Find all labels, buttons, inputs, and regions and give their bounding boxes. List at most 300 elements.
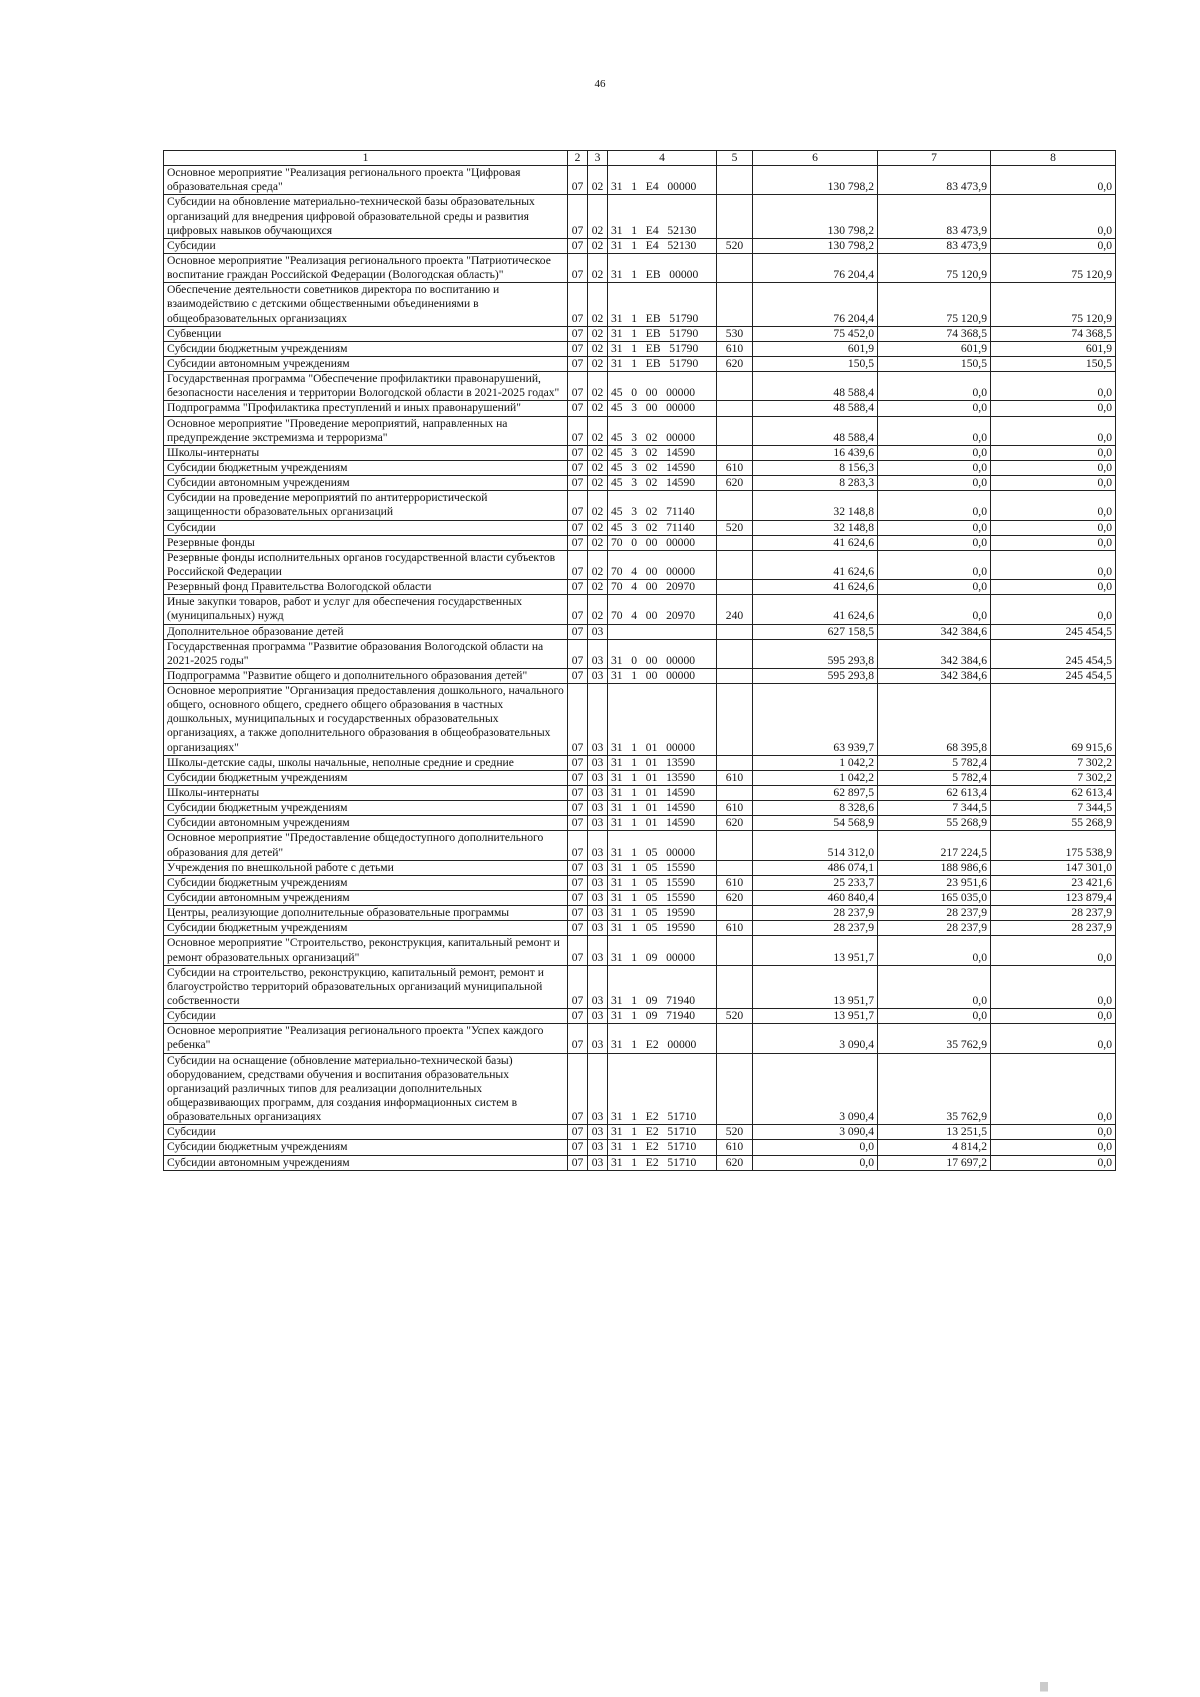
code-expense-type-cell [717, 580, 753, 595]
amount-col6-cell: 13 951,7 [753, 1009, 878, 1024]
code-target-article-cell: 31 1 05 15590 [608, 891, 717, 906]
budget-table [163, 150, 1116, 1171]
col-header-4: 4 [608, 151, 717, 166]
amount-col8-cell: 0,0 [991, 1125, 1116, 1140]
amount-col6-cell: 13 951,7 [753, 965, 878, 1008]
code-subsection-cell: 03 [588, 786, 608, 801]
row-name-cell: Резервный фонд Правительства Вологодской области [164, 580, 568, 595]
code-expense-type-cell [717, 195, 753, 238]
code-subsection-cell: 03 [588, 639, 608, 668]
code-expense-type-cell [717, 684, 753, 756]
code-target-article-cell: 31 1 05 19590 [608, 906, 717, 921]
table-row [164, 831, 1116, 860]
code-target-article-cell: 45 3 02 71140 [608, 491, 717, 520]
code-expense-type-cell [717, 755, 753, 770]
code-subsection-cell: 02 [588, 491, 608, 520]
code-expense-type-cell [717, 372, 753, 401]
row-name-cell: Субсидии [164, 1125, 568, 1140]
amount-col7-cell: 28 237,9 [878, 906, 991, 921]
code-subsection-cell: 02 [588, 166, 608, 195]
code-section-cell: 07 [568, 786, 588, 801]
code-subsection-cell: 02 [588, 401, 608, 416]
code-target-article-cell: 70 4 00 20970 [608, 595, 717, 624]
table-row [164, 326, 1116, 341]
amount-col7-cell: 342 384,6 [878, 624, 991, 639]
amount-col7-cell: 0,0 [878, 401, 991, 416]
code-target-article-cell: 45 3 00 00000 [608, 401, 717, 416]
col-header-3: 3 [588, 151, 608, 166]
row-name-cell: Субсидии бюджетным учреждениям [164, 341, 568, 356]
table-row [164, 416, 1116, 445]
code-section-cell: 07 [568, 535, 588, 550]
amount-col8-cell: 7 344,5 [991, 801, 1116, 816]
amount-col6-cell: 16 439,6 [753, 445, 878, 460]
amount-col8-cell: 147 301,0 [991, 860, 1116, 875]
code-expense-type-cell: 610 [717, 921, 753, 936]
code-expense-type-cell [717, 550, 753, 579]
code-section-cell: 07 [568, 816, 588, 831]
amount-col7-cell: 28 237,9 [878, 921, 991, 936]
amount-col7-cell: 0,0 [878, 965, 991, 1008]
amount-col8-cell: 245 454,5 [991, 668, 1116, 683]
code-subsection-cell: 03 [588, 816, 608, 831]
code-target-article-cell: 31 1 E2 00000 [608, 1024, 717, 1053]
amount-col6-cell: 48 588,4 [753, 372, 878, 401]
code-section-cell: 07 [568, 639, 588, 668]
amount-col7-cell: 0,0 [878, 416, 991, 445]
code-subsection-cell: 03 [588, 1125, 608, 1140]
table-row [164, 283, 1116, 326]
code-subsection-cell: 02 [588, 195, 608, 238]
code-expense-type-cell: 610 [717, 1140, 753, 1155]
code-target-article-cell: 31 1 01 14590 [608, 801, 717, 816]
amount-col8-cell: 0,0 [991, 491, 1116, 520]
code-section-cell: 07 [568, 326, 588, 341]
amount-col7-cell: 0,0 [878, 460, 991, 475]
code-section-cell: 07 [568, 1140, 588, 1155]
code-target-article-cell: 31 1 01 14590 [608, 786, 717, 801]
code-section-cell: 07 [568, 253, 588, 282]
amount-col6-cell: 32 148,8 [753, 491, 878, 520]
code-subsection-cell: 03 [588, 1024, 608, 1053]
row-name-cell: Школы-детские сады, школы начальные, неполные средние и средние [164, 755, 568, 770]
row-name-cell: Субсидии автономным учреждениям [164, 816, 568, 831]
code-section-cell: 07 [568, 770, 588, 785]
code-subsection-cell: 03 [588, 831, 608, 860]
row-name-cell: Субсидии бюджетным учреждениям [164, 875, 568, 890]
table-row [164, 755, 1116, 770]
table-row [164, 445, 1116, 460]
code-subsection-cell: 02 [588, 520, 608, 535]
code-target-article-cell: 31 1 00 00000 [608, 668, 717, 683]
code-expense-type-cell [717, 445, 753, 460]
code-expense-type-cell: 520 [717, 1125, 753, 1140]
table-row [164, 965, 1116, 1008]
table-row [164, 550, 1116, 579]
code-subsection-cell: 02 [588, 326, 608, 341]
amount-col7-cell: 13 251,5 [878, 1125, 991, 1140]
code-target-article-cell: 31 1 EB 51790 [608, 283, 717, 326]
amount-col8-cell: 0,0 [991, 195, 1116, 238]
amount-col7-cell: 0,0 [878, 580, 991, 595]
row-name-cell: Субсидии на строительство, реконструкцию, капитальный ремонт, ремонт и благоустройство территорий образовательных организаций муниципальной собственности [164, 965, 568, 1008]
table-row [164, 891, 1116, 906]
table-row [164, 668, 1116, 683]
amount-col7-cell: 5 782,4 [878, 755, 991, 770]
amount-col6-cell: 8 328,6 [753, 801, 878, 816]
code-expense-type-cell: 530 [717, 326, 753, 341]
code-target-article-cell: 31 1 E4 00000 [608, 166, 717, 195]
code-target-article-cell: 70 4 00 00000 [608, 550, 717, 579]
row-name-cell: Субсидии автономным учреждениям [164, 891, 568, 906]
row-name-cell: Государственная программа "Обеспечение профилактики правонарушений, безопасности населения и территории Вологодской области в 2021-2025 годах" [164, 372, 568, 401]
table-row [164, 936, 1116, 965]
code-subsection-cell: 03 [588, 770, 608, 785]
amount-col7-cell: 7 344,5 [878, 801, 991, 816]
amount-col8-cell: 74 368,5 [991, 326, 1116, 341]
table-row [164, 341, 1116, 356]
table-row [164, 921, 1116, 936]
row-name-cell: Школы-интернаты [164, 786, 568, 801]
amount-col8-cell: 0,0 [991, 238, 1116, 253]
code-section-cell: 07 [568, 684, 588, 756]
amount-col6-cell: 28 237,9 [753, 906, 878, 921]
code-target-article-cell: 31 1 05 15590 [608, 875, 717, 890]
amount-col8-cell: 0,0 [991, 1009, 1116, 1024]
code-section-cell: 07 [568, 520, 588, 535]
amount-col8-cell: 75 120,9 [991, 253, 1116, 282]
code-subsection-cell: 03 [588, 906, 608, 921]
amount-col7-cell: 165 035,0 [878, 891, 991, 906]
code-target-article-cell: 31 1 EB 51790 [608, 356, 717, 371]
amount-col8-cell: 0,0 [991, 1024, 1116, 1053]
row-name-cell: Резервные фонды исполнительных органов государственной власти субъектов Российской Федерации [164, 550, 568, 579]
table-row [164, 476, 1116, 491]
table-row [164, 770, 1116, 785]
code-section-cell: 07 [568, 1053, 588, 1125]
amount-col7-cell: 0,0 [878, 491, 991, 520]
code-expense-type-cell: 610 [717, 801, 753, 816]
table-row [164, 624, 1116, 639]
code-section-cell: 07 [568, 580, 588, 595]
code-expense-type-cell [717, 624, 753, 639]
col-header-2: 2 [568, 151, 588, 166]
code-target-article-cell: 31 1 E2 51710 [608, 1155, 717, 1170]
code-subsection-cell: 02 [588, 476, 608, 491]
code-expense-type-cell: 520 [717, 238, 753, 253]
amount-col8-cell: 0,0 [991, 965, 1116, 1008]
amount-col6-cell: 8 156,3 [753, 460, 878, 475]
table-row [164, 595, 1116, 624]
amount-col7-cell: 217 224,5 [878, 831, 991, 860]
row-name-cell: Подпрограмма "Развитие общего и дополнительного образования детей" [164, 668, 568, 683]
row-name-cell: Субвенции [164, 326, 568, 341]
row-name-cell: Резервные фонды [164, 535, 568, 550]
code-target-article-cell: 70 0 00 00000 [608, 535, 717, 550]
amount-col6-cell: 130 798,2 [753, 166, 878, 195]
code-expense-type-cell: 620 [717, 1155, 753, 1170]
row-name-cell: Иные закупки товаров, работ и услуг для обеспечения государственных (муниципальных) нужд [164, 595, 568, 624]
amount-col8-cell: 0,0 [991, 936, 1116, 965]
code-expense-type-cell: 620 [717, 891, 753, 906]
amount-col7-cell: 75 120,9 [878, 283, 991, 326]
amount-col6-cell: 595 293,8 [753, 639, 878, 668]
code-section-cell: 07 [568, 1009, 588, 1024]
amount-col7-cell: 35 762,9 [878, 1053, 991, 1125]
amount-col8-cell: 28 237,9 [991, 921, 1116, 936]
amount-col8-cell: 0,0 [991, 166, 1116, 195]
table-row [164, 1140, 1116, 1155]
table-row [164, 166, 1116, 195]
amount-col8-cell: 0,0 [991, 416, 1116, 445]
code-expense-type-cell: 620 [717, 356, 753, 371]
code-section-cell: 07 [568, 1024, 588, 1053]
code-target-article-cell: 31 1 EB 51790 [608, 341, 717, 356]
code-subsection-cell: 03 [588, 860, 608, 875]
code-expense-type-cell [717, 1024, 753, 1053]
code-section-cell: 07 [568, 668, 588, 683]
amount-col8-cell: 0,0 [991, 520, 1116, 535]
table-row [164, 253, 1116, 282]
row-name-cell: Субсидии бюджетным учреждениям [164, 1140, 568, 1155]
amount-col6-cell: 41 624,6 [753, 595, 878, 624]
code-section-cell: 07 [568, 283, 588, 326]
code-subsection-cell: 02 [588, 283, 608, 326]
table-row [164, 906, 1116, 921]
table-row [164, 460, 1116, 475]
amount-col6-cell: 41 624,6 [753, 535, 878, 550]
header-row [164, 151, 1116, 166]
code-subsection-cell: 02 [588, 253, 608, 282]
code-expense-type-cell [717, 668, 753, 683]
code-subsection-cell: 02 [588, 550, 608, 579]
code-expense-type-cell: 520 [717, 520, 753, 535]
code-section-cell: 07 [568, 965, 588, 1008]
amount-col7-cell: 5 782,4 [878, 770, 991, 785]
amount-col7-cell: 17 697,2 [878, 1155, 991, 1170]
row-name-cell: Субсидии [164, 1009, 568, 1024]
code-target-article-cell: 31 1 09 71940 [608, 1009, 717, 1024]
amount-col7-cell: 68 395,8 [878, 684, 991, 756]
code-section-cell: 07 [568, 476, 588, 491]
amount-col6-cell: 48 588,4 [753, 416, 878, 445]
row-name-cell: Субсидии [164, 238, 568, 253]
row-name-cell: Основное мероприятие "Проведение мероприятий, направленных на предупреждение экстремизма и терроризма" [164, 416, 568, 445]
code-expense-type-cell [717, 283, 753, 326]
amount-col8-cell: 55 268,9 [991, 816, 1116, 831]
code-target-article-cell: 31 1 05 00000 [608, 831, 717, 860]
row-name-cell: Субсидии бюджетным учреждениям [164, 770, 568, 785]
amount-col6-cell: 75 452,0 [753, 326, 878, 341]
amount-col8-cell: 245 454,5 [991, 639, 1116, 668]
code-expense-type-cell [717, 639, 753, 668]
amount-col6-cell: 1 042,2 [753, 770, 878, 785]
amount-col7-cell: 0,0 [878, 595, 991, 624]
col-header-8: 8 [991, 151, 1116, 166]
row-name-cell: Основное мероприятие "Реализация регионального проекта "Патриотическое воспитание граждан Российской Федерации (Вологодская область)" [164, 253, 568, 282]
code-subsection-cell: 03 [588, 755, 608, 770]
code-expense-type-cell [717, 253, 753, 282]
code-target-article-cell: 31 1 E2 51710 [608, 1053, 717, 1125]
amount-col8-cell: 23 421,6 [991, 875, 1116, 890]
code-target-article-cell: 31 1 E2 51710 [608, 1140, 717, 1155]
row-name-cell: Субсидии на оснащение (обновление материально-технической базы) оборудованием, средствами обучения и воспитания образовательных организаций различных типов для реализации дополнительных общеразвивающих программ, для создания информационных систем в образовательных организациях [164, 1053, 568, 1125]
amount-col6-cell: 601,9 [753, 341, 878, 356]
amount-col7-cell: 0,0 [878, 445, 991, 460]
amount-col7-cell: 342 384,6 [878, 639, 991, 668]
amount-col7-cell: 74 368,5 [878, 326, 991, 341]
table-row [164, 860, 1116, 875]
col-header-5: 5 [717, 151, 753, 166]
amount-col8-cell: 0,0 [991, 550, 1116, 579]
code-target-article-cell: 70 4 00 20970 [608, 580, 717, 595]
code-expense-type-cell [717, 416, 753, 445]
amount-col8-cell: 0,0 [991, 401, 1116, 416]
amount-col7-cell: 23 951,6 [878, 875, 991, 890]
row-name-cell: Субсидии автономным учреждениям [164, 1155, 568, 1170]
scan-mark: |||| [1040, 1681, 1049, 1692]
amount-col8-cell: 601,9 [991, 341, 1116, 356]
amount-col6-cell: 3 090,4 [753, 1024, 878, 1053]
code-section-cell: 07 [568, 860, 588, 875]
row-name-cell: Субсидии бюджетным учреждениям [164, 921, 568, 936]
amount-col6-cell: 3 090,4 [753, 1053, 878, 1125]
code-target-article-cell: 31 1 09 71940 [608, 965, 717, 1008]
code-target-article-cell: 31 1 EB 51790 [608, 326, 717, 341]
table-row [164, 801, 1116, 816]
row-name-cell: Основное мероприятие "Строительство, реконструкция, капитальный ремонт и ремонт образовательных организаций" [164, 936, 568, 965]
amount-col6-cell: 1 042,2 [753, 755, 878, 770]
code-section-cell: 07 [568, 801, 588, 816]
code-expense-type-cell [717, 936, 753, 965]
code-expense-type-cell [717, 491, 753, 520]
code-section-cell: 07 [568, 356, 588, 371]
table-row [164, 1053, 1116, 1125]
amount-col8-cell: 28 237,9 [991, 906, 1116, 921]
code-subsection-cell: 02 [588, 580, 608, 595]
code-section-cell: 07 [568, 238, 588, 253]
amount-col6-cell: 460 840,4 [753, 891, 878, 906]
row-name-cell: Основное мероприятие "Реализация регионального проекта "Успех каждого ребенка" [164, 1024, 568, 1053]
amount-col8-cell: 0,0 [991, 476, 1116, 491]
code-section-cell: 07 [568, 624, 588, 639]
code-target-article-cell [608, 624, 717, 639]
code-section-cell: 07 [568, 906, 588, 921]
amount-col8-cell: 123 879,4 [991, 891, 1116, 906]
code-expense-type-cell: 240 [717, 595, 753, 624]
code-subsection-cell: 02 [588, 341, 608, 356]
table-row [164, 372, 1116, 401]
amount-col8-cell: 75 120,9 [991, 283, 1116, 326]
code-subsection-cell: 02 [588, 416, 608, 445]
amount-col7-cell: 0,0 [878, 535, 991, 550]
col-header-1: 1 [164, 151, 568, 166]
code-target-article-cell: 31 0 00 00000 [608, 639, 717, 668]
row-name-cell: Государственная программа "Развитие образования Вологодской области на 2021-2025 годы" [164, 639, 568, 668]
amount-col6-cell: 13 951,7 [753, 936, 878, 965]
amount-col7-cell: 0,0 [878, 372, 991, 401]
code-expense-type-cell [717, 401, 753, 416]
amount-col7-cell: 601,9 [878, 341, 991, 356]
amount-col6-cell: 0,0 [753, 1140, 878, 1155]
amount-col7-cell: 62 613,4 [878, 786, 991, 801]
code-target-article-cell: 31 1 EB 00000 [608, 253, 717, 282]
code-expense-type-cell: 610 [717, 770, 753, 785]
amount-col8-cell: 0,0 [991, 445, 1116, 460]
row-name-cell: Субсидии [164, 520, 568, 535]
table-row [164, 1009, 1116, 1024]
code-expense-type-cell [717, 166, 753, 195]
amount-col7-cell: 188 986,6 [878, 860, 991, 875]
code-subsection-cell: 03 [588, 1053, 608, 1125]
row-name-cell: Учреждения по внешкольной работе с детьми [164, 860, 568, 875]
code-target-article-cell: 31 1 E2 51710 [608, 1125, 717, 1140]
code-target-article-cell: 45 0 00 00000 [608, 372, 717, 401]
code-section-cell: 07 [568, 341, 588, 356]
amount-col8-cell: 150,5 [991, 356, 1116, 371]
table-row [164, 401, 1116, 416]
amount-col8-cell: 0,0 [991, 1053, 1116, 1125]
code-target-article-cell: 31 1 E4 52130 [608, 238, 717, 253]
code-subsection-cell: 02 [588, 356, 608, 371]
code-section-cell: 07 [568, 401, 588, 416]
amount-col6-cell: 41 624,6 [753, 580, 878, 595]
code-target-article-cell: 45 3 02 14590 [608, 460, 717, 475]
code-target-article-cell: 31 1 01 14590 [608, 816, 717, 831]
amount-col8-cell: 0,0 [991, 580, 1116, 595]
amount-col7-cell: 83 473,9 [878, 195, 991, 238]
amount-col6-cell: 150,5 [753, 356, 878, 371]
code-subsection-cell: 02 [588, 535, 608, 550]
code-section-cell: 07 [568, 1155, 588, 1170]
amount-col8-cell: 7 302,2 [991, 770, 1116, 785]
amount-col8-cell: 0,0 [991, 595, 1116, 624]
amount-col8-cell: 245 454,5 [991, 624, 1116, 639]
code-expense-type-cell [717, 965, 753, 1008]
row-name-cell: Субсидии на проведение мероприятий по антитеррористической защищенности образовательных организаций [164, 491, 568, 520]
amount-col7-cell: 35 762,9 [878, 1024, 991, 1053]
amount-col6-cell: 76 204,4 [753, 253, 878, 282]
row-name-cell: Субсидии на обновление материально-технической базы образовательных организаций для внедрения цифровой образовательной среды и развития цифровых навыков обучающихся [164, 195, 568, 238]
code-expense-type-cell [717, 535, 753, 550]
table-row [164, 520, 1116, 535]
code-subsection-cell: 03 [588, 965, 608, 1008]
amount-col8-cell: 175 538,9 [991, 831, 1116, 860]
amount-col8-cell: 0,0 [991, 1155, 1116, 1170]
code-target-article-cell: 45 3 02 14590 [608, 476, 717, 491]
amount-col6-cell: 32 148,8 [753, 520, 878, 535]
code-expense-type-cell [717, 860, 753, 875]
table-row [164, 875, 1116, 890]
amount-col8-cell: 0,0 [991, 372, 1116, 401]
amount-col7-cell: 4 814,2 [878, 1140, 991, 1155]
table-row [164, 356, 1116, 371]
amount-col8-cell: 69 915,6 [991, 684, 1116, 756]
amount-col8-cell: 7 302,2 [991, 755, 1116, 770]
amount-col7-cell: 0,0 [878, 1009, 991, 1024]
table-row [164, 195, 1116, 238]
code-subsection-cell: 03 [588, 1009, 608, 1024]
code-section-cell: 07 [568, 460, 588, 475]
code-section-cell: 07 [568, 595, 588, 624]
amount-col6-cell: 0,0 [753, 1155, 878, 1170]
code-section-cell: 07 [568, 372, 588, 401]
table-row [164, 1125, 1116, 1140]
amount-col6-cell: 28 237,9 [753, 921, 878, 936]
code-section-cell: 07 [568, 891, 588, 906]
code-subsection-cell: 03 [588, 875, 608, 890]
amount-col6-cell: 25 233,7 [753, 875, 878, 890]
